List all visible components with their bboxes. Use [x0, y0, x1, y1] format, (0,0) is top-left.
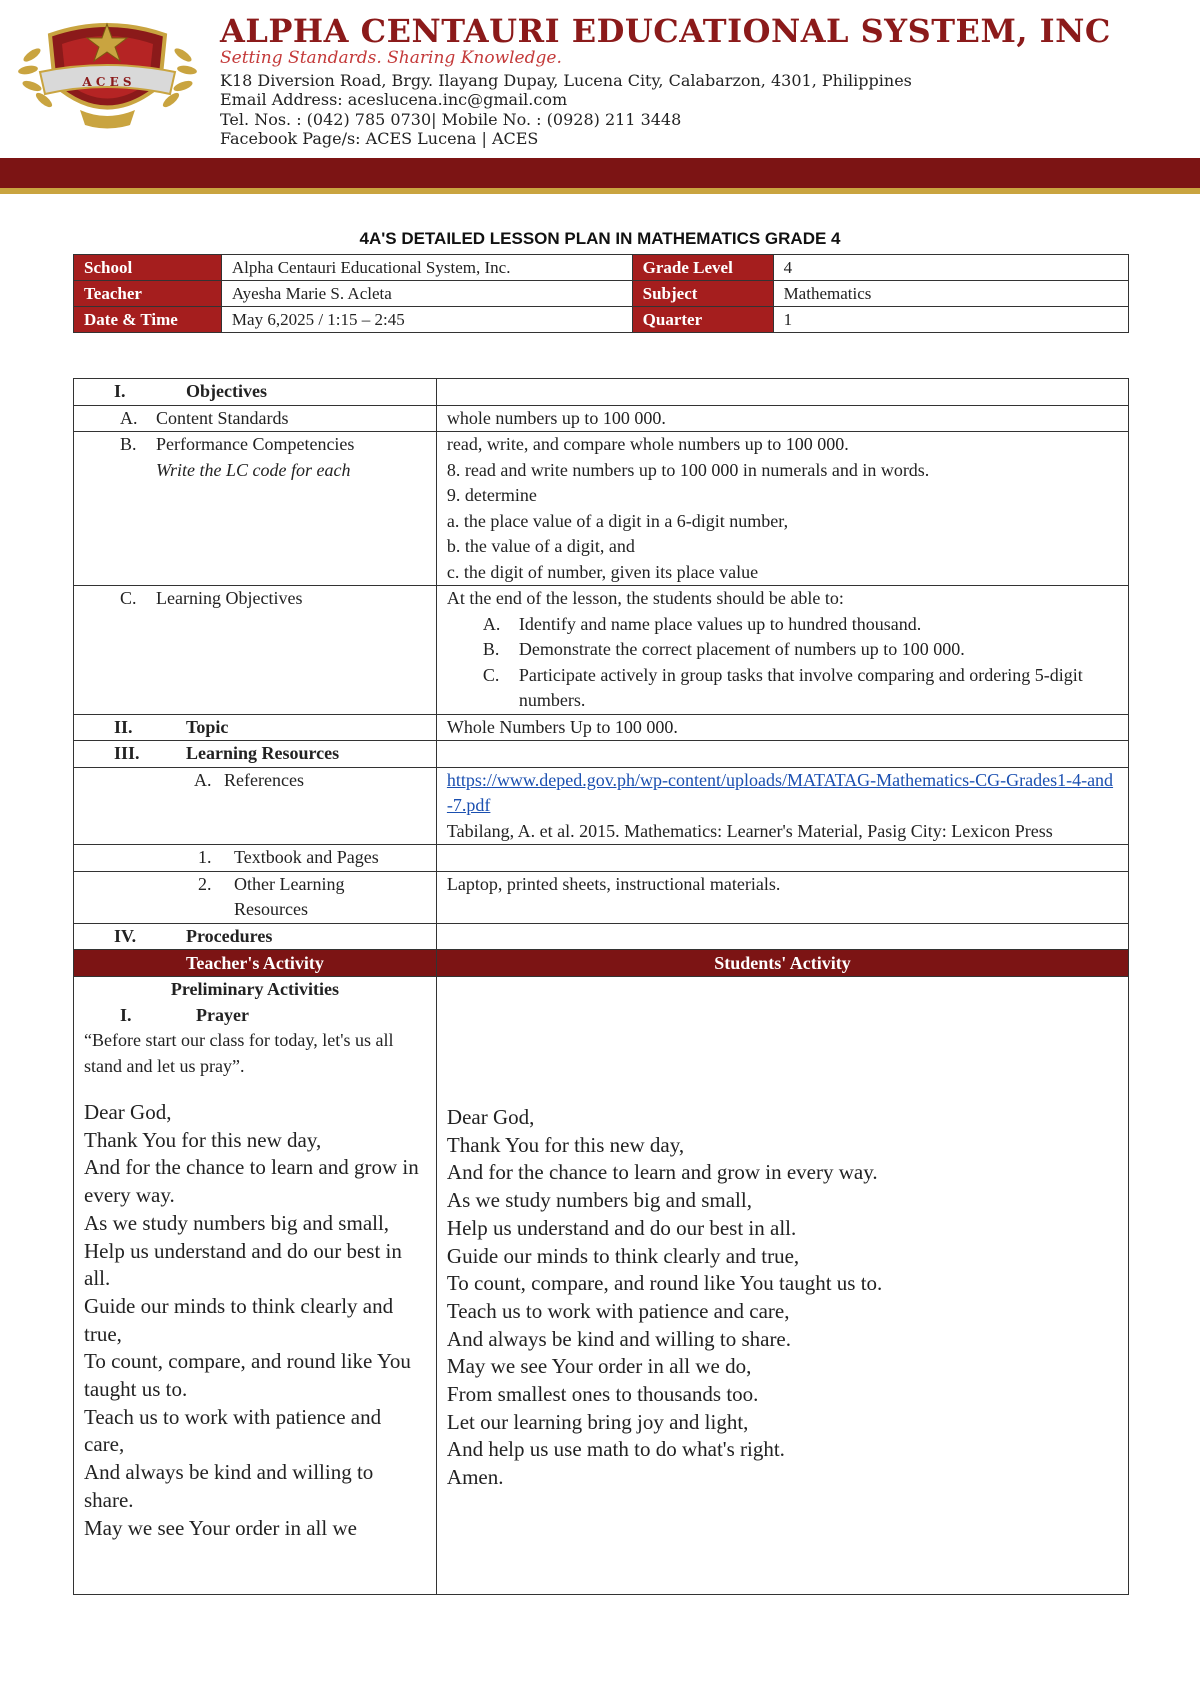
date-time-value: May 6,2025 / 1:15 – 2:45 [221, 307, 632, 333]
prayer-line: To count, compare, and round like You taught us to. [446, 1271, 883, 1296]
pc-line: read, write, and compare whole numbers up to 100 000. [446, 434, 849, 454]
content-standards-value: whole numbers up to 100 000. [436, 405, 1128, 432]
teacher-activity-header: Teacher's Activity [74, 950, 437, 977]
teacher-label: Teacher [74, 281, 222, 307]
prayer-line: Dear God, [84, 1100, 172, 1124]
quarter-value: 1 [773, 307, 1128, 333]
prayer-line: From smallest ones to thousands too. [446, 1382, 759, 1407]
prayer-line: To count, compare, and round like You taught us to. [84, 1349, 411, 1402]
prayer-line: And for the chance to learn and grow in every way. [446, 1160, 878, 1185]
topic-value: Whole Numbers Up to 100 000. [436, 714, 1128, 741]
performance-competencies-label: Performance Competencies [156, 434, 355, 454]
content-standards-label: Content Standards [156, 407, 289, 428]
grade-level-label: Grade Level [632, 255, 773, 281]
prayer-line: Help us understand and do our best in all. [84, 1238, 402, 1291]
procedures-row: IV. Procedures [74, 923, 1129, 950]
references-row: A. References https://www.deped.gov.ph/wp-content/uploads/MATATAG-Mathematics-CG-Grades1-4-and-7.pdf Tabilang, A. et al. 2015. Mathematics: Learner's Material, Pasig City: Lexicon Press [74, 767, 1129, 845]
learning-objectives-value [436, 586, 1128, 715]
teacher-value: Ayesha Marie S. Acleta [221, 281, 632, 307]
prayer-line: May we see Your order in all we do, [446, 1354, 752, 1379]
prayer-line: May we see Your order in all we [84, 1515, 357, 1540]
list-item: C. Participate actively in group tasks that involve comparing and ordering 5-digit numbers. [482, 664, 1083, 710]
prayer-line: Teach us to work with patience and care, [84, 1404, 382, 1457]
prayer-line: Amen. [446, 1465, 504, 1490]
prayer-line: And help us use math to do what's right. [446, 1437, 785, 1462]
references-label: References [224, 769, 304, 790]
prayer-line: And for the chance to learn and grow in every way. [84, 1155, 419, 1208]
learning-resources-row: III. Learning Resources [74, 741, 1129, 768]
performance-competencies-value [436, 432, 1128, 586]
topic-heading: Topic [186, 716, 229, 737]
school-value: Alpha Centauri Educational System, Inc. [221, 255, 632, 281]
objectives-heading: Objectives [186, 381, 267, 401]
students-activity-cell [436, 977, 1128, 1595]
lesson-plan-table [73, 378, 1129, 1595]
prayer-line: Thank You for this new day, [446, 1132, 685, 1157]
prayer-line: Teach us to work with patience and care, [446, 1298, 790, 1323]
learning-objectives-label: Learning Objectives [156, 588, 303, 608]
topic-row: II. Topic Whole Numbers Up to 100 000. [74, 714, 1129, 741]
prayer-line: And always be kind and willing to share. [84, 1460, 374, 1512]
student-prayer [447, 1104, 1118, 1492]
document-title: 4A'S DETAILED LESSON PLAN IN MATHEMATICS GRADE 4 [359, 229, 841, 248]
textbook-label: Textbook and Pages [234, 847, 379, 867]
prayer-line: As we study numbers big and small, [84, 1210, 390, 1235]
prayer-line: Help us understand and do our best in all. [446, 1215, 797, 1240]
other-resources-label: Other Learning Resources [234, 873, 345, 919]
lc-code-note: Write the LC code for each [156, 459, 351, 480]
pc-line: b. the value of a digit, and [446, 536, 635, 556]
svg-text:A C E S: A C E S [82, 75, 132, 89]
prayer-line: Dear God, [446, 1105, 535, 1129]
matatag-curriculum-link[interactable]: https://www.deped.gov.ph/wp-content/uploads/MATATAG-Mathematics-CG-Grades1-4-and-7.pdf [446, 769, 1114, 815]
header-band-gold [0, 188, 1200, 194]
organization-facebook: Facebook Page/s: ACES Lucena | ACES [220, 129, 539, 148]
prayer-heading: Prayer [196, 1004, 249, 1025]
letterhead [0, 0, 1200, 200]
activity-header-row [74, 950, 1129, 977]
quarter-label: Quarter [632, 307, 773, 333]
pc-line: c. the digit of number, given its place value [446, 561, 759, 582]
pc-line: a. the place value of a digit in a 6-digit number, [446, 510, 789, 531]
other-resources-row: 2. Other Learning Resources Laptop, printed sheets, instructional materials. [74, 871, 1129, 923]
pc-line: 8. read and write numbers up to 100 000 in numerals and in words. [446, 459, 930, 480]
list-item: A. Identify and name place values up to hundred thousand. [482, 613, 922, 634]
prayer-line: And always be kind and willing to share. [446, 1326, 792, 1351]
other-resources-value: Laptop, printed sheets, instructional materials. [436, 871, 1128, 923]
teacher-activity-cell: Preliminary Activities I. Prayer “Before start our class for today, let's us all stand and let us pray”. Dear God, Thank You for this new day, And for the chance to learn and grow in every way. As we study numbers big and small, Help us understand and do our best in all. Guide our minds to think clearly and true, To count, compare, and round like You taught us to. Teach us to work with patience and care, And always be kind and willing to share. May we see Your order in all we [74, 977, 437, 1595]
prayer-line: As we study numbers big and small, [446, 1188, 752, 1213]
subject-value: Mathematics [773, 281, 1128, 307]
procedures-heading: Procedures [186, 925, 273, 946]
pc-line: 9. determine [446, 485, 537, 505]
prayer-line: Guide our minds to think clearly and true, [84, 1293, 394, 1346]
grade-level-value: 4 [773, 255, 1128, 281]
organization-phone: Tel. Nos. : (042) 785 0730| Mobile No. : (0928) 211 3448 [220, 110, 682, 129]
organization-email: Email Address: aceslucena.inc@gmail.com [220, 90, 568, 109]
prayer-line: Guide our minds to think clearly and true, [446, 1243, 800, 1268]
lo-intro: At the end of the lesson, the students should be able to: [446, 588, 844, 608]
subject-label: Subject [632, 281, 773, 307]
performance-competencies-row: B. Performance Competencies Write the LC code for each read, write, and compare whole numbers up to 100 000. 8. read and write numbers up to 100 000 in numerals and in words. 9. determine a. the place value of a digit in a 6-digit number, b. the value of a digit, and c. the digit of number, given its place value [74, 432, 1129, 586]
school-crest-logo [10, 10, 205, 135]
lesson-info-table [73, 254, 1129, 333]
reference-citation: Tabilang, A. et al. 2015. Mathematics: Learner's Material, Pasig City: Lexicon Press [446, 820, 1053, 841]
learning-objectives-list [447, 612, 1118, 714]
organization-address: K18 Diversion Road, Brgy. Ilayang Dupay, Lucena City, Calabarzon, 4301, Philippines [220, 71, 912, 90]
teacher-prayer [84, 1099, 426, 1542]
objectives-row: I. Objectives [74, 379, 1129, 406]
organization-tagline: Setting Standards. Sharing Knowledge. [220, 48, 562, 68]
prayer-intro: “Before start our class for today, let's us all stand and let us pray”. [84, 1030, 394, 1076]
content-standards-row: A. Content Standards whole numbers up to 100 000. [74, 405, 1129, 432]
students-activity-header: Students' Activity [436, 950, 1128, 977]
prayer-row [74, 977, 1129, 1595]
list-item: B. Demonstrate the correct placement of numbers up to 100 000. [482, 639, 965, 659]
header-band-red [0, 158, 1200, 188]
learning-objectives-row: C. Learning Objectives At the end of the lesson, the students should be able to: A. Identify and name place values up to hundred thousand. B. Demonstrate the correct placement of numbers up to 100 000. C. Participate actively in group tasks that involve comparing and ordering 5-digit numbers. [74, 586, 1129, 715]
prayer-line: Let our learning bring joy and light, [446, 1409, 749, 1434]
preliminary-activities-heading: Preliminary Activities [170, 979, 340, 999]
textbook-row: 1. Textbook and Pages [74, 845, 1129, 872]
prayer-line: Thank You for this new day, [84, 1127, 322, 1152]
school-label: School [74, 255, 222, 281]
date-time-label: Date & Time [74, 307, 222, 333]
organization-name: ALPHA CENTAURI EDUCATIONAL SYSTEM, INC [220, 12, 1111, 50]
learning-resources-heading: Learning Resources [186, 743, 340, 763]
